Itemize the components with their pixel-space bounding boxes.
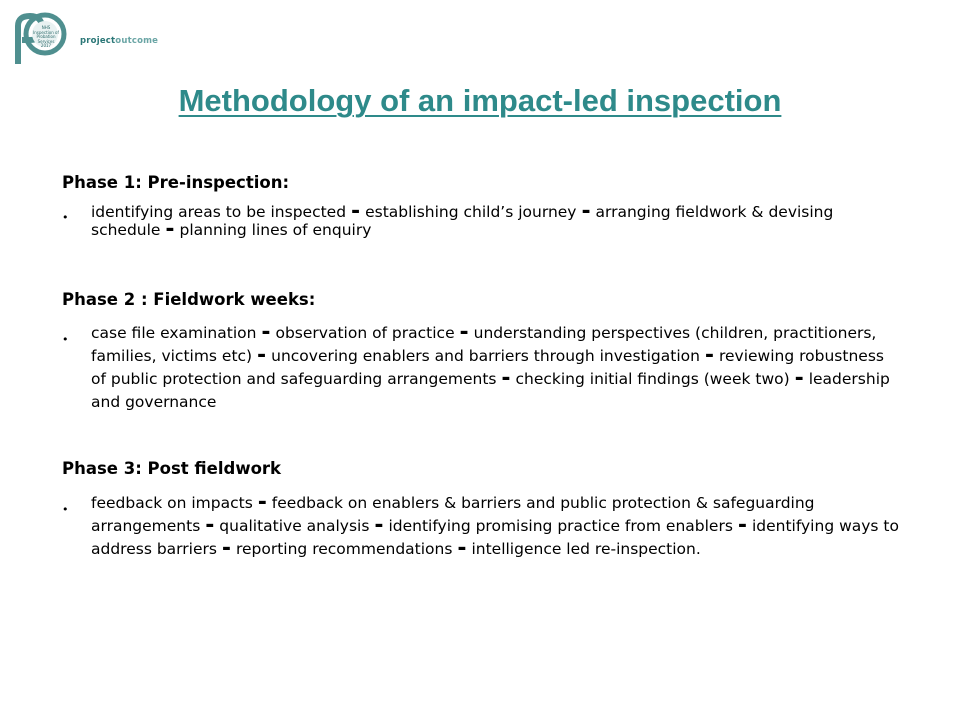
separator: - [205,513,215,538]
separator: - [794,366,804,391]
separator: - [257,343,267,368]
separator: - [165,217,175,242]
separator: - [704,343,715,368]
list-item: establishing child’s journey [365,203,577,221]
phase-2-bullet [62,322,902,414]
bullet-icon: • [62,503,69,516]
separator: - [737,513,747,538]
list-item: case file examination [91,324,257,342]
list-item: reporting recommendations [235,540,453,558]
phase-2-heading: Phase 2 : Fieldwork weeks: [62,290,316,309]
page-title: Methodology of an impact-led inspection [178,83,782,118]
separator: - [351,199,361,224]
separator: - [374,513,384,538]
logo-seal-text: NHS Inspection of Probation Services 2017 [33,25,59,48]
phase-3-heading: Phase 3: Post fieldwork [62,459,282,478]
list-item: checking initial findings (week two) [515,370,790,388]
list-item: qualitative analysis [219,517,370,535]
separator: - [581,199,591,224]
bullet-icon: • [62,333,69,346]
phase-1-heading: Phase 1: Pre-inspection: [62,173,290,192]
separator: - [457,536,467,561]
separator: - [501,366,511,391]
list-item: identifying areas to be inspected [91,203,347,221]
list-item: feedback on impacts [91,494,253,512]
bullet-icon: • [62,211,69,224]
phase-1-bullet [62,199,902,242]
separator: - [257,490,267,515]
list-item: feedback on enablers & barriers and public protection & safeguarding arrangements [91,494,815,535]
list-item: understanding perspectives (children, practitioners, families, victims etc) [91,324,877,365]
phase-3-bullet [62,492,902,561]
list-item: observation of practice [275,324,455,342]
separator: - [459,320,469,345]
separator: - [261,320,271,345]
list-item: identifying ways to address barriers [91,517,899,558]
list-item: reviewing robustness of public protection and safeguarding arrangements [91,347,884,388]
logo-wordmark: projectoutcome [80,36,159,46]
list-item: identifying promising practice from enablers [388,517,733,535]
list-item: arranging fieldwork & devising schedule [91,203,834,239]
list-item: uncovering enablers and barriers through investigation [271,347,700,365]
separator: - [221,536,232,561]
list-item: intelligence led re-inspection. [471,540,701,558]
project-outcome-logo [10,12,170,68]
list-item: leadership and governance [91,370,890,411]
list-item: planning lines of enquiry [179,221,372,239]
